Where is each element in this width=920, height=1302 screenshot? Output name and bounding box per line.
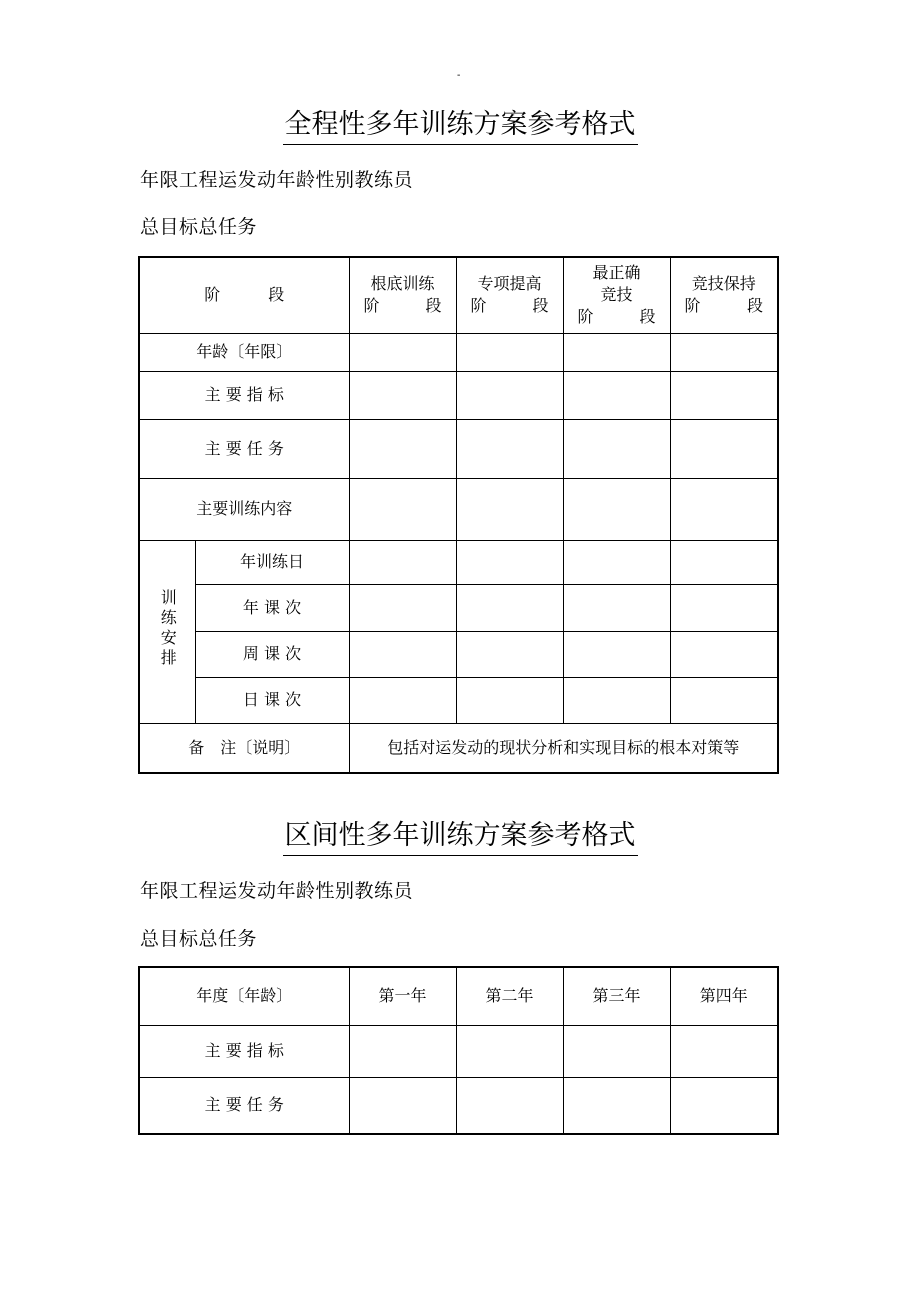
row-label-age: 年龄〔年限〕 bbox=[139, 333, 349, 371]
row-label-indicators: 主 要 指 标 bbox=[139, 1025, 349, 1077]
schedule-row-label: 年 课 次 bbox=[195, 584, 349, 631]
stage-header-2: 专项提高 阶 段 bbox=[456, 257, 563, 333]
table-row bbox=[139, 723, 778, 773]
table-row bbox=[139, 371, 778, 419]
schedule-row-label: 日 课 次 bbox=[195, 677, 349, 723]
page-header-mark: - bbox=[457, 70, 461, 81]
section1-title: 全程性多年训练方案参考格式 bbox=[0, 108, 920, 145]
table-row bbox=[139, 478, 778, 540]
year-header-4: 第四年 bbox=[670, 967, 778, 1025]
stage-header-3: 最正确竞技 阶 段 bbox=[563, 257, 670, 333]
year-corner-cell: 年度〔年龄〕 bbox=[139, 967, 349, 1025]
table-row bbox=[139, 584, 778, 631]
row-label-content: 主要训练内容 bbox=[139, 478, 349, 540]
row-label-indicators: 主 要 指 标 bbox=[139, 371, 349, 419]
table-row bbox=[139, 1025, 778, 1077]
schedule-row-label: 年训练日 bbox=[195, 540, 349, 584]
schedule-row-label: 周 课 次 bbox=[195, 631, 349, 677]
remarks-label: 备 注〔说明〕 bbox=[139, 723, 349, 773]
year-header-1: 第一年 bbox=[349, 967, 456, 1025]
stage-header-4: 竞技保持 阶 段 bbox=[670, 257, 778, 333]
section2-goal-line: 总目标总任务 bbox=[140, 928, 258, 950]
table-header-row bbox=[139, 257, 778, 333]
table-header-row bbox=[139, 967, 778, 1025]
full-cycle-plan-table bbox=[138, 256, 779, 774]
table-row bbox=[139, 631, 778, 677]
table-row bbox=[139, 419, 778, 478]
schedule-group-label: 训练安排 bbox=[139, 540, 195, 723]
section1-info-line: 年限工程运发动年龄性别教练员 bbox=[140, 169, 414, 191]
stage-corner-cell: 阶 段 bbox=[139, 257, 349, 333]
row-label-tasks: 主 要 任 务 bbox=[139, 1077, 349, 1134]
section2-info-line: 年限工程运发动年龄性别教练员 bbox=[140, 880, 414, 902]
row-label-tasks: 主 要 任 务 bbox=[139, 419, 349, 478]
table-row bbox=[139, 540, 778, 584]
table-row bbox=[139, 1077, 778, 1134]
table-row bbox=[139, 677, 778, 723]
interval-plan-table bbox=[138, 966, 779, 1135]
section2-title: 区间性多年训练方案参考格式 bbox=[0, 819, 920, 856]
table-row bbox=[139, 333, 778, 371]
section1-goal-line: 总目标总任务 bbox=[140, 216, 258, 238]
year-header-2: 第二年 bbox=[456, 967, 563, 1025]
remarks-text: 包括对运发动的现状分析和实现目标的根本对策等 bbox=[349, 723, 778, 773]
stage-header-1: 根底训练 阶 段 bbox=[349, 257, 456, 333]
year-header-3: 第三年 bbox=[563, 967, 670, 1025]
